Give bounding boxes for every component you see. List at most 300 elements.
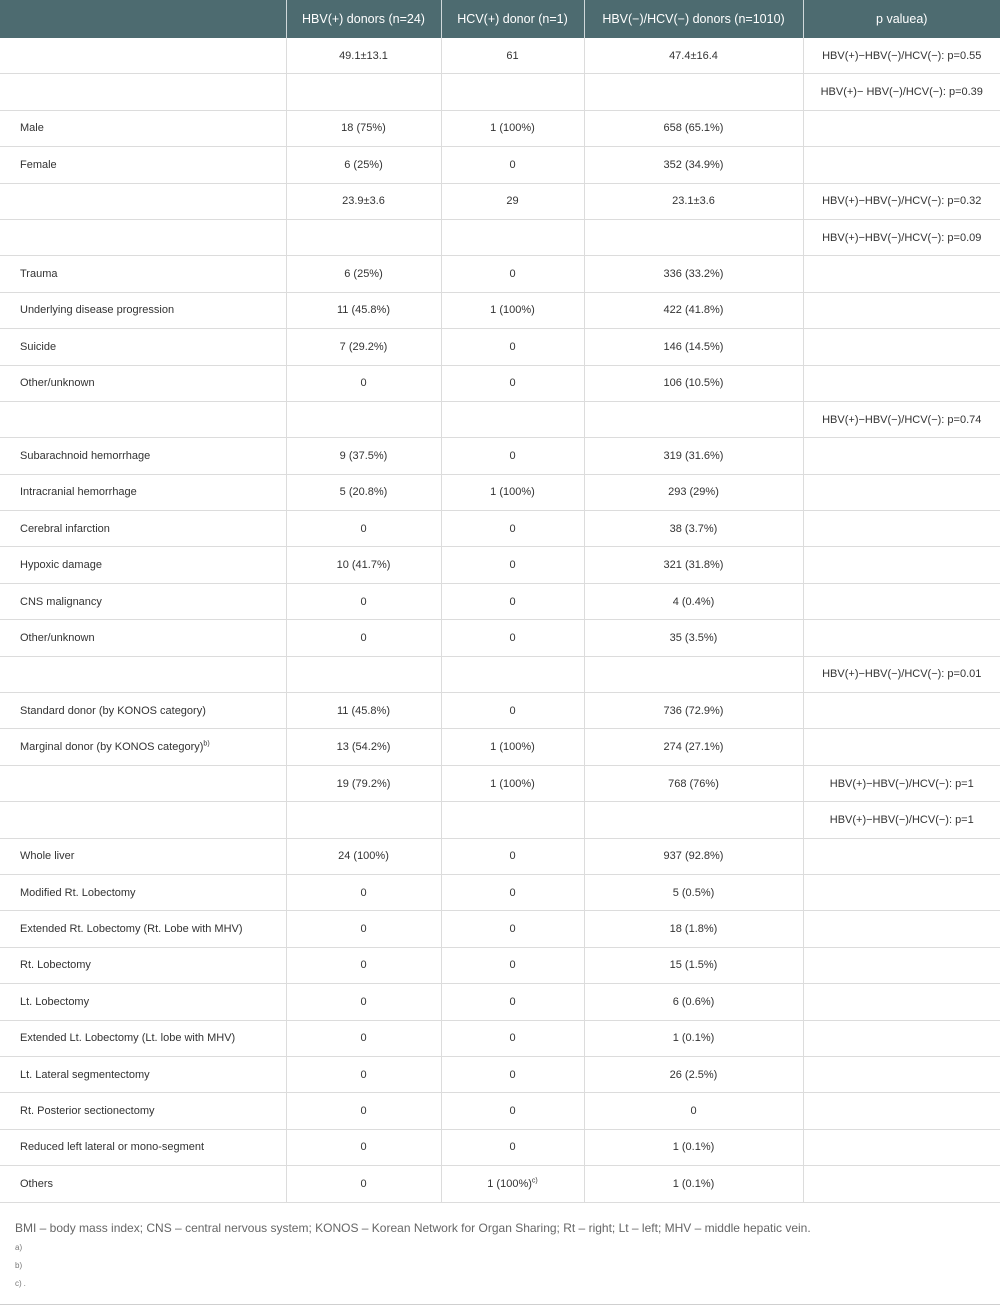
cell-value: 0 xyxy=(360,1105,367,1118)
row-label-cell xyxy=(0,656,286,692)
table-cell xyxy=(584,765,803,801)
table-cell xyxy=(803,874,1000,910)
cell-value: 768 (76%) xyxy=(668,777,719,790)
cell-value: 1 (100%) xyxy=(490,741,535,754)
table-cell xyxy=(803,401,1000,437)
table-cell xyxy=(584,802,803,838)
row-label: Intracranial hemorrhage xyxy=(20,486,137,499)
table-cell xyxy=(286,74,441,110)
table-row xyxy=(0,183,1000,219)
row-label: Marginal donor (by KONOS category) xyxy=(20,741,204,754)
table-cell xyxy=(286,511,441,547)
table-cell xyxy=(803,365,1000,401)
cell-value: HBV(+)−HBV(−)/HCV(−): p=0.01 xyxy=(822,668,982,681)
row-label: Hypoxic damage xyxy=(20,559,102,572)
table-cell xyxy=(584,838,803,874)
row-label-cell xyxy=(0,1020,286,1056)
cell-value: 1 (0.1%) xyxy=(672,1177,715,1190)
table-cell xyxy=(286,438,441,474)
table-cell xyxy=(803,38,1000,74)
table-cell xyxy=(803,583,1000,619)
table-cell xyxy=(584,693,803,729)
cell-value: 0 xyxy=(360,1032,367,1045)
cell-value: 352 (34.9%) xyxy=(663,158,724,171)
cell-value: HBV(+)−HBV(−)/HCV(−): p=0.32 xyxy=(822,195,982,208)
table-cell xyxy=(441,1056,584,1092)
row-label-cell xyxy=(0,765,286,801)
footnote-mark: b) xyxy=(15,1260,23,1270)
table-cell xyxy=(286,329,441,365)
table-cell xyxy=(286,656,441,692)
cell-value: 274 (27.1%) xyxy=(663,741,724,754)
table-cell xyxy=(441,1020,584,1056)
table-cell xyxy=(286,838,441,874)
column-header-4: p valuea) xyxy=(803,0,1000,38)
cell-value: 10 (41.7%) xyxy=(336,559,391,572)
cell-value: 5 (20.8%) xyxy=(339,486,388,499)
row-label: Suicide xyxy=(20,340,57,353)
row-label-cell xyxy=(0,511,286,547)
table-cell xyxy=(803,1020,1000,1056)
row-label: Extended Rt. Lobectomy (Rt. Lobe with MHV) xyxy=(20,923,243,936)
table-row xyxy=(0,765,1000,801)
column-header-2: HCV(+) donor (n=1) xyxy=(441,0,584,38)
cell-value: 0 xyxy=(509,704,516,717)
table-cell xyxy=(584,292,803,328)
row-label-cell xyxy=(0,147,286,183)
table-cell xyxy=(584,1056,803,1092)
cell-value: 24 (100%) xyxy=(338,850,389,863)
table-cell xyxy=(584,1020,803,1056)
table-cell xyxy=(441,620,584,656)
column-header-0 xyxy=(0,0,286,38)
cell-value: 0 xyxy=(690,1105,697,1118)
table-cell xyxy=(803,256,1000,292)
cell-value: 49.1±13.1 xyxy=(339,49,388,62)
row-label-cell xyxy=(0,947,286,983)
table-cell xyxy=(286,765,441,801)
cell-value: 11 (45.8%) xyxy=(337,304,390,317)
table-footnotes xyxy=(0,1203,1000,1305)
table-cell xyxy=(286,183,441,219)
table-cell xyxy=(286,1093,441,1129)
table-cell xyxy=(286,1166,441,1202)
row-label: Cerebral infarction xyxy=(20,522,110,535)
table-cell xyxy=(584,984,803,1020)
table-cell xyxy=(584,583,803,619)
table-cell xyxy=(441,183,584,219)
row-label-cell xyxy=(0,1166,286,1202)
cell-value: 1 (100%) xyxy=(490,486,535,499)
row-label-cell xyxy=(0,474,286,510)
cell-value: 11 (45.8%) xyxy=(337,704,390,717)
table-row xyxy=(0,401,1000,437)
table-row xyxy=(0,292,1000,328)
row-label-cell xyxy=(0,38,286,74)
cell-value: 0 xyxy=(360,959,367,972)
table-cell xyxy=(803,292,1000,328)
cell-value: 0 xyxy=(509,1068,516,1081)
row-label-cell xyxy=(0,292,286,328)
table-cell xyxy=(286,256,441,292)
cell-value: 0 xyxy=(509,158,516,171)
row-label-cell xyxy=(0,838,286,874)
table-cell xyxy=(803,911,1000,947)
cell-value: 6 (0.6%) xyxy=(672,995,715,1008)
table-cell xyxy=(584,511,803,547)
table-cell xyxy=(803,219,1000,255)
table-row xyxy=(0,74,1000,110)
table-row xyxy=(0,620,1000,656)
table-cell xyxy=(441,74,584,110)
table-cell xyxy=(441,365,584,401)
row-label: Reduced left lateral or mono-segment xyxy=(20,1141,205,1154)
table-cell xyxy=(441,693,584,729)
column-header-3: HBV(−)/HCV(−) donors (n=1010) xyxy=(584,0,803,38)
cell-value: 336 (33.2%) xyxy=(663,268,724,281)
table-cell xyxy=(441,656,584,692)
cell-value: 1 (100%) xyxy=(490,304,535,317)
row-label: Standard donor (by KONOS category) xyxy=(20,704,206,717)
table-row xyxy=(0,1056,1000,1092)
cell-value: 9 (37.5%) xyxy=(339,449,388,462)
cell-value: 319 (31.6%) xyxy=(663,449,724,462)
table-cell xyxy=(441,765,584,801)
table-cell xyxy=(286,802,441,838)
table-cell xyxy=(441,219,584,255)
table-cell xyxy=(803,1166,1000,1202)
table-row xyxy=(0,474,1000,510)
table-cell xyxy=(803,147,1000,183)
table-row xyxy=(0,583,1000,619)
table-row xyxy=(0,838,1000,874)
cell-value: 1 (100%) xyxy=(490,122,535,135)
table-cell xyxy=(803,765,1000,801)
row-label-cell xyxy=(0,547,286,583)
table-cell xyxy=(441,511,584,547)
table-row xyxy=(0,147,1000,183)
cell-value: HBV(+)−HBV(−)/HCV(−): p=0.09 xyxy=(822,231,982,244)
table-cell xyxy=(441,110,584,146)
table-cell xyxy=(441,438,584,474)
cell-value: HBV(+)− HBV(−)/HCV(−): p=0.39 xyxy=(820,86,983,99)
cell-value: HBV(+)−HBV(−)/HCV(−): p=1 xyxy=(829,813,974,826)
table-cell xyxy=(803,438,1000,474)
cell-value: 0 xyxy=(509,340,516,353)
row-label: Other/unknown xyxy=(20,631,95,644)
table-row xyxy=(0,219,1000,255)
footnote-mark: c) xyxy=(15,1278,22,1288)
table-cell xyxy=(584,911,803,947)
table-cell xyxy=(803,183,1000,219)
table-cell xyxy=(286,547,441,583)
row-label-cell xyxy=(0,984,286,1020)
row-label-cell xyxy=(0,329,286,365)
table-cell xyxy=(441,38,584,74)
table-cell xyxy=(441,1166,584,1202)
cell-value: 35 (3.5%) xyxy=(669,631,718,644)
table-cell xyxy=(803,947,1000,983)
cell-value: 6 (25%) xyxy=(344,268,383,281)
cell-value: 0 xyxy=(509,268,516,281)
cell-value: 19 (79.2%) xyxy=(336,777,391,790)
table-cell xyxy=(584,329,803,365)
table-cell xyxy=(584,74,803,110)
row-label: Lt. Lobectomy xyxy=(20,995,90,1008)
cell-value: 0 xyxy=(509,559,516,572)
table-cell xyxy=(286,911,441,947)
row-label-cell xyxy=(0,110,286,146)
cell-value: 0 xyxy=(509,850,516,863)
cell-value: 1 (100%) xyxy=(490,777,535,790)
row-label-cell xyxy=(0,183,286,219)
cell-value: 6 (25%) xyxy=(344,158,383,171)
table-cell xyxy=(803,693,1000,729)
abbreviations-note: BMI – body mass index; CNS – central nervous system; KONOS – Korean Network for Organ Sharing; Rt – right; Lt – left; MHV – middle hepatic vein. xyxy=(15,1220,811,1235)
table-cell xyxy=(584,219,803,255)
table-cell xyxy=(803,1093,1000,1129)
table-cell xyxy=(286,583,441,619)
row-label-cell xyxy=(0,729,286,765)
table-cell xyxy=(803,620,1000,656)
table-cell xyxy=(441,329,584,365)
table-cell xyxy=(803,656,1000,692)
row-label-cell xyxy=(0,438,286,474)
table-cell xyxy=(584,620,803,656)
cell-value: 23.9±3.6 xyxy=(342,195,385,208)
table-cell xyxy=(803,474,1000,510)
table-row xyxy=(0,656,1000,692)
table-cell xyxy=(584,874,803,910)
cell-value: 13 (54.2%) xyxy=(336,741,391,754)
table-cell xyxy=(441,1129,584,1165)
table-cell xyxy=(803,511,1000,547)
table-cell xyxy=(803,110,1000,146)
cell-value: HBV(+)−HBV(−)/HCV(−): p=1 xyxy=(829,777,974,790)
cell-value: 1 (0.1%) xyxy=(672,1032,715,1045)
table-row xyxy=(0,729,1000,765)
cell-value: 0 xyxy=(509,377,516,390)
table-row xyxy=(0,38,1000,74)
table-cell xyxy=(286,110,441,146)
row-label: Others xyxy=(20,1177,54,1190)
table-cell xyxy=(441,947,584,983)
footnote-list xyxy=(15,1243,985,1289)
cell-value: 18 (1.8%) xyxy=(669,923,718,936)
cell-value: 146 (14.5%) xyxy=(663,340,724,353)
cell-value: 937 (92.8%) xyxy=(663,850,724,863)
table-row xyxy=(0,802,1000,838)
table-cell xyxy=(286,1020,441,1056)
table-cell xyxy=(286,365,441,401)
row-label: Rt. Posterior sectionectomy xyxy=(20,1105,155,1118)
table-cell xyxy=(803,74,1000,110)
table-row xyxy=(0,874,1000,910)
table-cell xyxy=(286,474,441,510)
table-row xyxy=(0,911,1000,947)
row-label-cell xyxy=(0,256,286,292)
table-cell xyxy=(441,547,584,583)
table-cell xyxy=(286,984,441,1020)
cell-value: 0 xyxy=(360,886,367,899)
row-label-cell xyxy=(0,693,286,729)
table-cell xyxy=(584,183,803,219)
row-label-cell xyxy=(0,583,286,619)
header-row xyxy=(0,0,1000,38)
table-row xyxy=(0,984,1000,1020)
row-label: Modified Rt. Lobectomy xyxy=(20,886,136,899)
table-cell xyxy=(584,1166,803,1202)
row-label-cell xyxy=(0,74,286,110)
table-row xyxy=(0,329,1000,365)
cell-value: 15 (1.5%) xyxy=(669,959,718,972)
table-cell xyxy=(584,1129,803,1165)
table-cell xyxy=(286,292,441,328)
row-label-cell xyxy=(0,802,286,838)
cell-value: 0 xyxy=(360,1068,367,1081)
row-label: Other/unknown xyxy=(20,377,95,390)
cell-value: 0 xyxy=(360,595,367,608)
table-row xyxy=(0,256,1000,292)
row-label-cell xyxy=(0,911,286,947)
footnote xyxy=(15,1279,985,1289)
table-cell xyxy=(441,147,584,183)
table-cell xyxy=(441,583,584,619)
footnote-mark: a) xyxy=(15,1242,23,1252)
table-cell xyxy=(803,1056,1000,1092)
table-cell xyxy=(441,729,584,765)
cell-value: 26 (2.5%) xyxy=(669,1068,718,1081)
table-cell xyxy=(584,38,803,74)
column-header-1: HBV(+) donors (n=24) xyxy=(286,0,441,38)
table-cell xyxy=(584,547,803,583)
table-cell xyxy=(584,365,803,401)
cell-value: 0 xyxy=(509,631,516,644)
cell-value: 29 xyxy=(506,195,519,208)
cell-value: 0 xyxy=(509,995,516,1008)
table-cell xyxy=(286,38,441,74)
table-row xyxy=(0,947,1000,983)
table-row xyxy=(0,511,1000,547)
row-label: Lt. Lateral segmentectomy xyxy=(20,1068,150,1081)
table-cell xyxy=(803,547,1000,583)
row-label: Rt. Lobectomy xyxy=(20,959,91,972)
cell-value: 0 xyxy=(360,631,367,644)
table-cell xyxy=(286,401,441,437)
table-cell xyxy=(584,401,803,437)
table-row xyxy=(0,1020,1000,1056)
cell-value: 18 (75%) xyxy=(341,122,386,135)
table-cell xyxy=(441,874,584,910)
row-label-cell xyxy=(0,1056,286,1092)
row-label: Whole liver xyxy=(20,850,75,863)
table-cell xyxy=(803,984,1000,1020)
cell-value: 61 xyxy=(506,49,519,62)
table-header xyxy=(0,0,1000,38)
table-cell xyxy=(803,802,1000,838)
table-cell xyxy=(441,911,584,947)
cell-value: 7 (29.2%) xyxy=(339,340,388,353)
table-row xyxy=(0,547,1000,583)
cell-value: 38 (3.7%) xyxy=(669,522,718,535)
table-cell xyxy=(584,1093,803,1129)
cell-value: 0 xyxy=(509,522,516,535)
row-label: Trauma xyxy=(20,268,58,281)
table-cell xyxy=(584,147,803,183)
cell-value: 658 (65.1%) xyxy=(663,122,724,135)
table-cell xyxy=(803,1129,1000,1165)
table-cell xyxy=(286,147,441,183)
table-cell xyxy=(584,656,803,692)
cell-value: 293 (29%) xyxy=(668,486,719,499)
table-cell xyxy=(286,1129,441,1165)
cell-value: 0 xyxy=(360,1141,367,1154)
row-label-cell xyxy=(0,620,286,656)
row-label: Male xyxy=(20,122,44,135)
cell-value: 0 xyxy=(360,377,367,390)
cell-value: 5 (0.5%) xyxy=(672,886,715,899)
table-row xyxy=(0,1093,1000,1129)
cell-value: 736 (72.9%) xyxy=(663,704,724,717)
table-cell xyxy=(286,874,441,910)
table-cell xyxy=(584,256,803,292)
cell-value: 0 xyxy=(509,923,516,936)
table-cell xyxy=(584,729,803,765)
table-cell xyxy=(803,729,1000,765)
table-cell xyxy=(286,693,441,729)
cell-value: HBV(+)−HBV(−)/HCV(−): p=0.55 xyxy=(822,49,982,62)
row-label: Underlying disease progression xyxy=(20,304,175,317)
cell-value: 0 xyxy=(509,1141,516,1154)
cell-value: 0 xyxy=(360,923,367,936)
table-row xyxy=(0,1129,1000,1165)
table-cell xyxy=(584,110,803,146)
row-label-cell xyxy=(0,365,286,401)
footnote-marker: b) xyxy=(203,740,210,748)
table-cell xyxy=(441,802,584,838)
cell-value: 0 xyxy=(360,1177,367,1190)
cell-value: 1 (100%) xyxy=(487,1177,532,1190)
footnote-text: . xyxy=(23,1278,26,1288)
table-cell xyxy=(803,329,1000,365)
cell-value: 0 xyxy=(509,1105,516,1118)
table-body xyxy=(0,38,1000,1202)
table-cell xyxy=(441,984,584,1020)
row-label: Female xyxy=(20,158,57,171)
footnote xyxy=(15,1243,985,1253)
footnote-marker: c) xyxy=(531,1177,538,1185)
table-cell xyxy=(584,474,803,510)
table-row xyxy=(0,693,1000,729)
row-label-cell xyxy=(0,401,286,437)
row-label-cell xyxy=(0,219,286,255)
cell-value: 0 xyxy=(509,886,516,899)
table-cell xyxy=(441,292,584,328)
cell-value: 321 (31.8%) xyxy=(663,559,724,572)
cell-value: 0 xyxy=(360,522,367,535)
row-label: Extended Lt. Lobectomy (Lt. lobe with MHV) xyxy=(20,1032,236,1045)
row-label: Subarachnoid hemorrhage xyxy=(20,449,151,462)
cell-value: 106 (10.5%) xyxy=(663,377,724,390)
table-cell xyxy=(286,1056,441,1092)
table-row xyxy=(0,365,1000,401)
table-cell xyxy=(286,219,441,255)
table-cell xyxy=(441,474,584,510)
footnote xyxy=(15,1261,985,1271)
table-row xyxy=(0,438,1000,474)
table-cell xyxy=(584,438,803,474)
row-label-cell xyxy=(0,1093,286,1129)
